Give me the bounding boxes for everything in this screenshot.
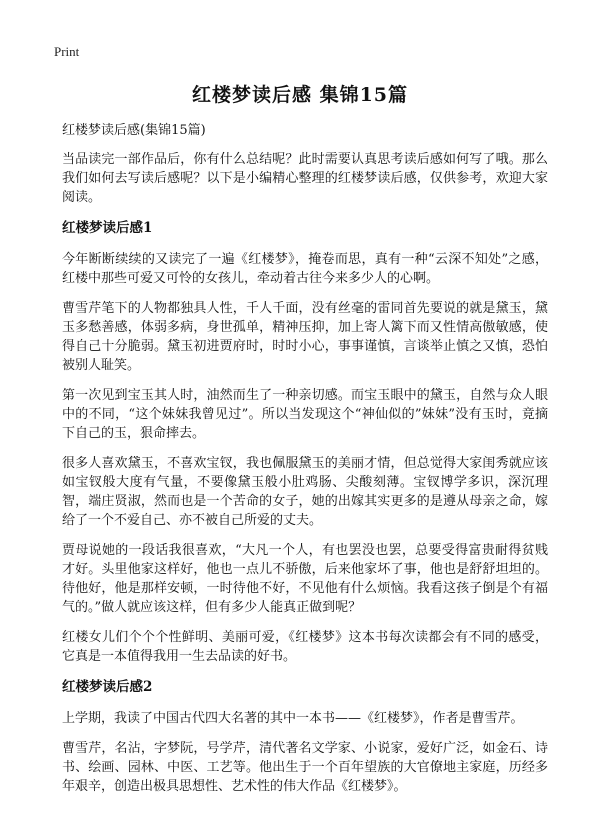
paragraph: 贾母说她的一段话我很喜欢，“大凡一个人，有也罢没也罢，总要受得富贵耐得贫贱才好。头里他家这样好，他也一点儿不骄傲，后来他家坏了事，他也是舒舒坦坦的。待他好，他是那样安顿，一时待他不好，不见他有什么烦恼。我看这孩子倒是个有福气的。”做人就应该这样，但有多少人能真正做到呢？ (62, 543, 548, 615)
paragraph: 红楼女儿们个个个性鲜明、美丽可爱，《红楼梦》这本书每次读都会有不同的感受，它真是一本值得我用一生去品读的好书。 (62, 630, 548, 664)
paragraph: 第一次见到宝玉其人时，油然而生了一种亲切感。而宝玉眼中的黛玉，自然与众人眼中的不同，“这个妹妹我曾见过”。所以当发现这个“神仙似的”妹妹”没有玉时，竟摘下自己的玉，狠命摔去。 (62, 388, 548, 441)
print-link[interactable]: Print (54, 44, 80, 59)
section-heading: 红楼梦读后感2 (62, 679, 153, 695)
document-body (62, 122, 548, 807)
intro-paragraph: 当品读完一部作品后，你有什么总结呢？此时需要认真思考读后感如何写了哦。那么我们如何去写读后感呢？以下是小编精心整理的红楼梦读后感，仅供参考，欢迎大家阅读。 (62, 152, 548, 205)
paragraph: 上学期，我读了中国古代四大名著的其中一本书——《红楼梦》，作者是曹雪芹。 (62, 711, 524, 726)
paragraph: 曹雪芹，名沾，字梦阮，号学芹，清代著名文学家、小说家，爱好广泛，如金石、诗书、绘画、园林、中医、工艺等。他出生于一个百年望族的大官僚地主家庭，历经多年艰辛，创造出极具思想性、艺术性的伟大作品《红楼梦》。 (62, 741, 548, 794)
paragraph: 今年断断续续的又读完了一遍《红楼梦》，掩卷而思，真有一种“云深不知处”之感，红楼中那些可爱又可怜的女孩儿，牵动着古往今来多少人的心啊。 (62, 252, 548, 286)
paragraph: 很多人喜欢黛玉，不喜欢宝钗，我也佩服黛玉的美丽才情，但总觉得大家闺秀就应该如宝钗般大度有气量，不要像黛玉般小肚鸡肠、尖酸刻薄。宝钗博学多识，深沉理智，端庄贤淑，然而也是一个苦命的女子，她的出嫁其实更多的是遵从母亲之命，嫁给了一个不爱自己、亦不被自己所爱的丈夫。 (62, 456, 548, 528)
paragraph: 曹雪芹笔下的人物都独具人性，千人千面，没有丝毫的雷同首先要说的就是黛玉，黛玉多愁善感，体弱多病，身世孤单，精神压抑，加上寄人篱下而又性情高傲敏感，使得自己十分脆弱。黛玉初进贾府时，时时小心，事事谨慎，言谈举止慎之又慎，恐怕被别人耻笑。 (62, 301, 548, 373)
section-heading: 红楼梦读后感1 (62, 220, 153, 236)
document-subtitle: 红楼梦读后感(集锦15篇) (62, 123, 206, 138)
page-title: 红楼梦读后感 集锦15篇 (191, 84, 409, 106)
